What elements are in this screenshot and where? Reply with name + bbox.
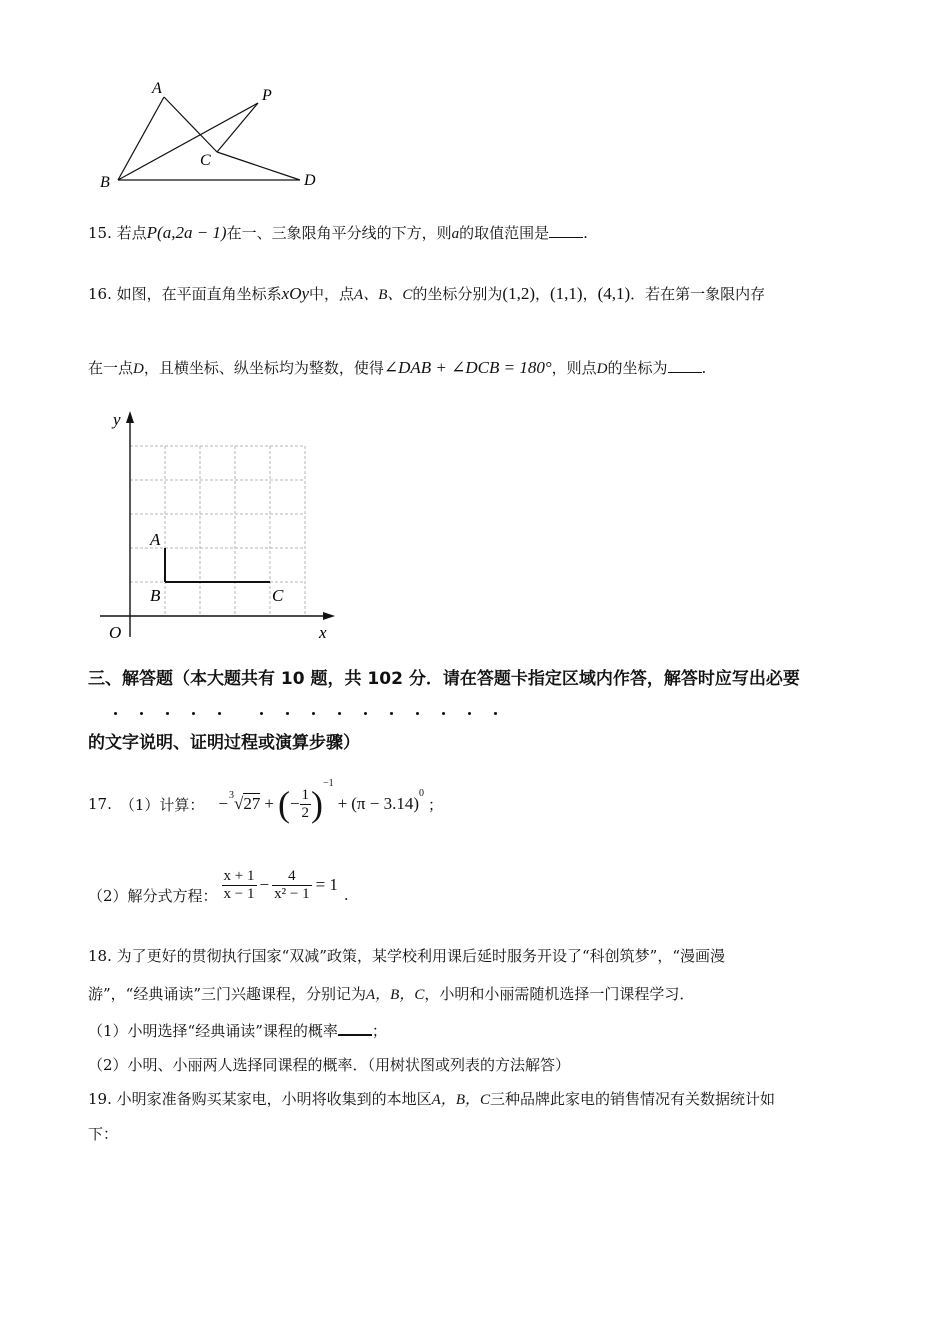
axis-y-label: y xyxy=(113,410,121,429)
question-18-part1 xyxy=(88,1020,387,1041)
q15-text1: 在一、三象限角平分线的下方，则 xyxy=(226,224,452,242)
q18-part1-end: ； xyxy=(371,1022,387,1040)
question-18-part2 xyxy=(88,1055,570,1075)
q17-part1-label: （1）计算： xyxy=(119,795,205,814)
q16-line2-d: 的坐标为 xyxy=(607,359,668,377)
q15-answer-blank[interactable] xyxy=(549,223,583,238)
q17-number: 17. xyxy=(88,795,112,813)
q18-part2: （2）小明、小丽两人选择同课程的概率．（用树状图或列表的方法解答） xyxy=(88,1056,571,1074)
label-D: D xyxy=(304,172,316,189)
q16-line2-a: 在一点 xyxy=(88,359,134,377)
question-15 xyxy=(88,223,588,244)
q16-answer-blank[interactable] xyxy=(668,358,702,373)
q17-f2-num: 4 xyxy=(272,868,311,886)
q18-part1: （1）小明选择“经典诵读”课程的概率 xyxy=(88,1022,338,1040)
q18-line2-b: ，小明和小丽需随机选择一门课程学习． xyxy=(424,985,695,1003)
q15-text2: 的取值范围是 xyxy=(459,224,550,242)
q18-answer-blank[interactable] xyxy=(338,1020,372,1036)
q17-fraction xyxy=(300,787,312,822)
q17-minus-op: − xyxy=(259,875,270,894)
q16-number: 16. xyxy=(88,285,112,303)
q15-end: . xyxy=(583,224,588,242)
q16-point-c: (4,1) xyxy=(597,284,631,303)
q19-line2: 下： xyxy=(88,1125,119,1143)
grid-label-B: B xyxy=(150,586,161,605)
question-19-line1 xyxy=(88,1089,775,1110)
q18-number: 18. xyxy=(88,947,112,965)
q17-root-index: 3 xyxy=(229,790,234,801)
triangle-figure xyxy=(90,75,340,195)
q16-point-d: D xyxy=(133,361,144,377)
q17-f2-den: x² − 1 xyxy=(274,885,310,902)
q16-line1-b: 中，点 xyxy=(309,285,355,303)
q15-point-expr: P(a,2a − 1) xyxy=(146,223,227,242)
q16-line1-a: 如图，在平面直角坐标系 xyxy=(116,285,282,303)
q17-exp0: 0 xyxy=(419,788,425,799)
q18-line2-vars: A，B，C xyxy=(366,987,425,1003)
q17-plus1: + xyxy=(264,794,274,813)
q17-plus2: + xyxy=(337,794,348,813)
axis-x-label: x xyxy=(319,623,327,642)
q15-var: a xyxy=(451,226,460,242)
q17-part2-label: （2）解分式方程： xyxy=(88,886,218,905)
question-18-line2 xyxy=(88,984,694,1005)
q17-equals: = 1 xyxy=(315,875,338,894)
q16-line1-d: ．若在第一象限内存 xyxy=(630,285,766,303)
q17-frac-num: 1 xyxy=(301,786,310,803)
q19-number: 19. xyxy=(88,1090,112,1108)
q19-line1-b: 三种品牌此家电的销售情况有关数据统计如 xyxy=(490,1090,776,1108)
q16-end: . xyxy=(701,359,707,377)
q16-point-a: (1,2) xyxy=(502,284,535,303)
q18-line2-a: 游”，“经典诵读”三门兴趣课程，分别记为 xyxy=(88,985,367,1003)
section-3-heading-line2: 的文字说明、证明过程或演算步骤） xyxy=(88,733,360,753)
q15-number: 15. xyxy=(88,224,112,242)
q19-line1-a: 小明家准备购买某家电，小明将收集到的本地区 xyxy=(116,1090,432,1108)
question-17-part1: 17. （1）计算： − 3 √27 + ( − $\frac{1}{2}$ ) $^{-1}$ + (π − 3.14) $^0$ ； xyxy=(88,778,444,824)
question-16-line1: 16. 如图，在平面直角坐标系xOy中，点A、B、C的坐标分别为(1,2)，(1,1)，(4,1)．若在第一象限内存 xyxy=(88,284,766,303)
label-B: B xyxy=(100,174,110,191)
q17-radicand: 27 xyxy=(243,794,261,813)
q18-line1: 为了更好的贯彻执行国家“双减”政策，某学校利用课后延时服务开设了“科创筑梦”，“漫画漫 xyxy=(116,947,725,965)
q16-line2-c: ，则点 xyxy=(551,359,597,377)
q16-point-d-2: D xyxy=(596,361,608,377)
label-A: A xyxy=(152,80,162,97)
q17-part2-end: . xyxy=(343,886,349,904)
q16-line1-c: 的坐标分别为 xyxy=(412,285,503,303)
q16-point-b: (1,1) xyxy=(550,284,583,303)
coordinate-grid-figure xyxy=(95,405,345,650)
question-16-line2 xyxy=(88,358,706,379)
question-18-line1 xyxy=(88,946,725,966)
q17-exp-neg1: −1 xyxy=(323,778,334,789)
grid-label-C: C xyxy=(272,586,284,605)
q16-coordsys: xOy xyxy=(281,284,310,303)
question-19-line2 xyxy=(88,1124,118,1144)
grid-label-A: A xyxy=(150,530,161,549)
q17-fraction1 xyxy=(222,868,257,903)
section-3-heading-line1: 三、解答题（本大题共有 10 题，共 102 分．请在答题卡指定区域内作答，解答时应写出必要 xyxy=(88,669,800,689)
question-17-part2 xyxy=(88,858,349,912)
q16-angle-expr: ∠DAB + ∠DCB = 180° xyxy=(383,358,552,377)
q17-cube-root: 3 √27 xyxy=(229,790,261,813)
q16-points-list: A、B、C xyxy=(354,287,413,303)
q19-line1-vars: A，B，C xyxy=(431,1092,490,1108)
q17-minus: − xyxy=(218,794,228,813)
q17-f1-num: x + 1 xyxy=(223,867,255,884)
q17-f1-den: x − 1 xyxy=(223,885,255,902)
q17-paren-expr: (π − 3.14) xyxy=(351,794,420,813)
label-P: P xyxy=(262,87,272,104)
label-C: C xyxy=(200,152,211,169)
q17-part1-end: ； xyxy=(428,795,444,814)
q17-frac-den: 2 xyxy=(301,804,310,821)
q17-neg: − xyxy=(289,794,300,813)
q16-line2-b: ，且横坐标、纵坐标均为整数，使得 xyxy=(143,359,384,377)
q17-fraction2 xyxy=(272,868,311,903)
origin-label: O xyxy=(109,623,122,642)
q15-lead: 若点 xyxy=(116,224,147,242)
